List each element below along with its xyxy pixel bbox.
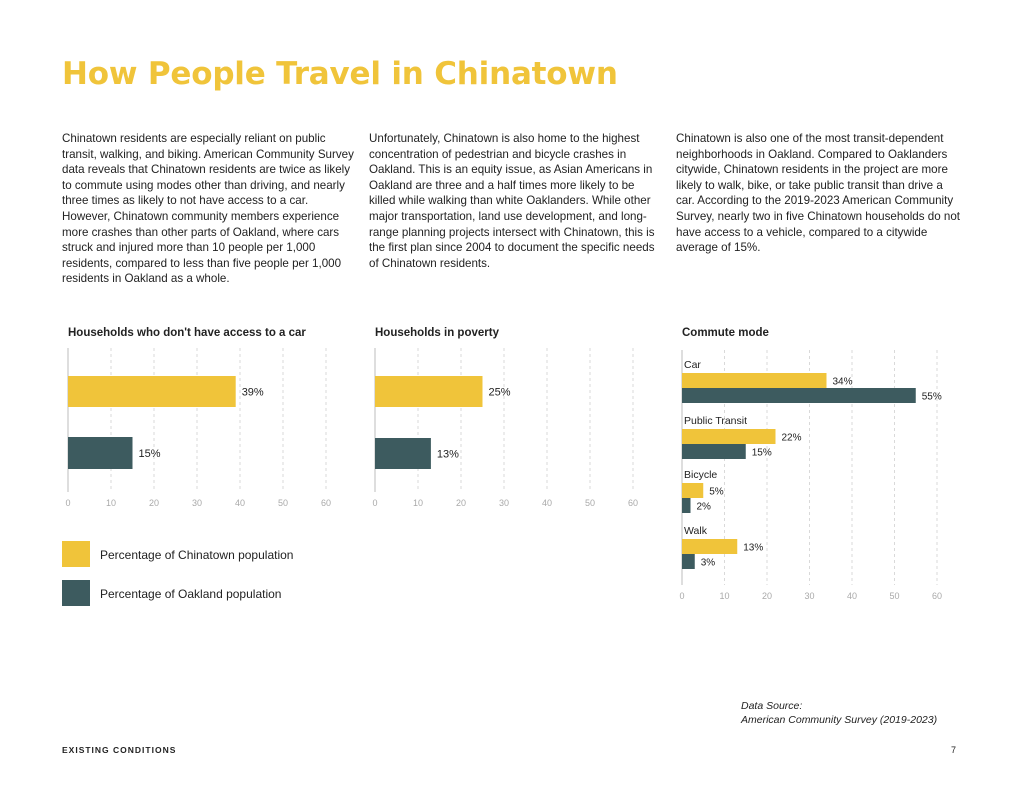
- data-source: [741, 699, 937, 727]
- bar-oakland: [682, 388, 916, 403]
- footer-section-label: EXISTING CONDITIONS: [62, 745, 177, 755]
- x-tick-label: 40: [846, 591, 858, 601]
- data-source-text: American Community Survey (2019-2023): [741, 714, 938, 726]
- x-tick-label: 60: [320, 498, 332, 508]
- bar-oakland: [682, 444, 746, 459]
- data-label: 13%: [436, 448, 459, 461]
- data-label: 39%: [241, 386, 264, 399]
- bar-oakland: [68, 437, 133, 469]
- data-label: 55%: [921, 391, 942, 403]
- x-tick-label: 40: [234, 498, 246, 508]
- bar-oakland: [375, 438, 431, 469]
- body-column-3: Chinatown is also one of the most transit-dependent neighborhoods in Oakland. Compared to Oaklanders citywide, Chinatown residents in the project are more likely to walk, bike, or take public transit than drive a car. According to the 2019-2023 American Community Survey, nearly two in five Chinatown households do not have access to a vehicle, compared to a citywide average of 15%.: [676, 132, 960, 255]
- chart-2: [372, 348, 638, 508]
- x-tick-label: 60: [627, 498, 639, 508]
- bar-chinatown: [682, 539, 737, 554]
- legend-label-oakland: Percentage of Oakland population: [100, 587, 282, 601]
- data-label: 3%: [700, 557, 716, 569]
- data-label: 13%: [743, 542, 764, 554]
- x-tick-label: 30: [804, 591, 815, 601]
- x-tick-label: 30: [498, 498, 510, 508]
- data-label: 15%: [138, 448, 161, 460]
- x-tick-label: 0: [65, 498, 71, 508]
- chart-1: [65, 348, 331, 508]
- category-label: Public Transit: [684, 415, 748, 427]
- legend-swatch-chinatown: [62, 541, 90, 567]
- x-tick-label: 50: [889, 591, 900, 601]
- x-tick-label: 50: [277, 498, 289, 508]
- page-title: How People Travel in Chinatown: [62, 56, 618, 92]
- data-source-label: Data Source:: [741, 700, 803, 712]
- data-label: 25%: [488, 386, 511, 399]
- x-tick-label: 60: [931, 591, 943, 601]
- chart-title-poverty: Households in poverty: [375, 327, 499, 339]
- x-tick-label: 20: [455, 498, 467, 508]
- body-column-2: Unfortunately, Chinatown is also home to the highest concentration of pedestrian and bicycle crashes in Oakland. This is an equity issue, as Asian Americans in Oakland are three and a half times more likely to be killed while walking than white Oaklanders. While other major transportation, land use development, and long-range planning projects intersect with Chinatown, this is the first plan since 2004 to document the specific needs of Chinatown residents.: [369, 132, 655, 270]
- data-label: 2%: [696, 501, 711, 513]
- x-tick-label: 10: [105, 498, 117, 508]
- x-tick-label: 50: [584, 498, 596, 508]
- bar-chinatown: [682, 483, 703, 498]
- x-tick-label: 0: [679, 591, 685, 601]
- legend-swatch-oakland: [62, 580, 90, 606]
- x-tick-label: 10: [412, 498, 424, 508]
- bar-oakland: [682, 554, 695, 569]
- legend-label-chinatown: Percentage of Chinatown population: [100, 548, 294, 562]
- category-label: Bicycle: [684, 469, 718, 481]
- chart-title-commute-mode: Commute mode: [682, 327, 769, 339]
- bar-oakland: [682, 498, 691, 513]
- bar-chinatown: [68, 376, 236, 407]
- category-label: Walk: [684, 525, 707, 537]
- page-number: 7: [951, 745, 957, 755]
- category-label: Car: [684, 359, 701, 371]
- x-tick-label: 40: [541, 498, 553, 508]
- x-tick-label: 10: [719, 591, 730, 601]
- x-tick-label: 20: [148, 498, 160, 508]
- legend-item-oakland: [62, 580, 362, 608]
- x-tick-label: 0: [372, 498, 378, 508]
- data-label: 5%: [709, 486, 724, 498]
- chart-title-car-access: Households who don't have access to a car: [68, 327, 306, 339]
- x-tick-label: 20: [761, 591, 773, 601]
- bar-chinatown: [682, 429, 776, 444]
- body-column-1: Chinatown residents are especially reliant on public transit, walking, and biking. American Community Survey data reveals that Chinatown residents are twice as likely to commute using modes other than driving, and nearly three times as likely to not have access to a car. However, Chinatown community members experience more crashes than other parts of Oakland, where cars struck and injured more than 10 people per 1,000 residents, compared to less than five people per 1,000 residents in Oakland as a whole.: [62, 132, 354, 286]
- bar-chinatown: [682, 373, 827, 388]
- chart-3: [679, 350, 942, 601]
- data-label: 34%: [832, 376, 853, 388]
- data-label: 15%: [751, 447, 772, 459]
- data-label: 22%: [781, 432, 802, 444]
- bar-chinatown: [375, 376, 483, 407]
- legend-item-chinatown: [62, 541, 362, 569]
- x-tick-label: 30: [191, 498, 203, 508]
